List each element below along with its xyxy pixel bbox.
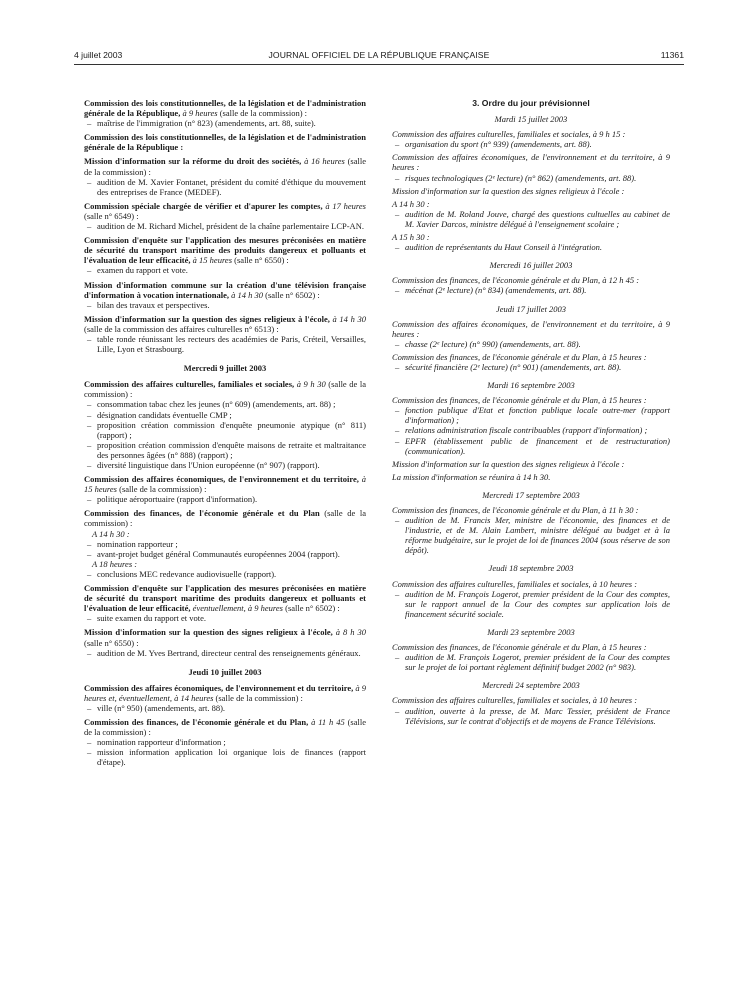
agenda-entry [84,683,366,713]
entry-items [84,648,366,658]
entry-time: à 15 heures [84,474,367,495]
entry-items [84,265,366,275]
day-heading: Mercredi 9 juillet 2003 [183,363,267,374]
entry-title: Commission des finances, de l'économie générale et du Plan, à 15 heures : [392,642,647,653]
left-top-entries [84,98,366,354]
entry-time: à 9 heures [180,108,218,119]
entry-items [84,399,366,470]
day-heading: Mercredi 17 septembre 2003 [482,489,580,500]
entry-items [392,139,670,149]
agenda-item: – table ronde réunissant les recteurs des académies de Paris, Créteil, Versailles, Lille, Lyon et Strasbourg. [84,334,366,354]
day-heading: Jeudi 10 juillet 2003 [188,666,262,677]
page-header [74,50,684,65]
entry-items [392,652,670,672]
entry-time: A 18 heures : [92,558,138,569]
entry-location: (salle de la commission) : [213,692,303,703]
entry-items [392,515,670,555]
header-page-number: 11361 [660,50,684,60]
agenda-item: – avant-projet budget général Communautés européennes 2004 (rapport). [84,549,366,559]
entry-location: (salle n° 6502) : [262,289,320,300]
agenda-item: – audition de M. Yves Bertrand, directeur central des renseignements généraux. [84,648,366,658]
entry-items [392,405,670,455]
entry-time: à 14 h 30 [228,289,263,300]
agenda-entry [392,472,670,482]
entry-location: (salle n° 6502) : [283,603,340,614]
entry-time: à 9 heures et, éventuellement, à 14 heures [84,682,367,703]
entry-title: Mission d'information sur la question des signes religieux à l'école, [84,627,333,638]
entry-time: à 15 heures [190,255,233,266]
agenda-entry [392,352,670,372]
agenda-item: – maîtrise de l'immigration (n° 823) (amendements, art. 88, suite). [84,118,366,128]
day-1-entries [84,379,366,504]
agenda-entry [84,717,366,767]
agenda-entry [392,395,670,456]
entry-items [84,334,366,354]
agenda-item: – suite examen du rapport et vote. [84,613,366,623]
finances-entry [84,508,366,579]
agenda-entry [84,379,366,470]
entry-title: Mission d'information sur la question des signes religieux à l'école : [392,458,625,469]
agenda-item: – proposition création commission d'enquête maisons de retraite et maltraitance des personnes âgées (n° 888) (rapport) ; [84,440,366,460]
entry-title: Commission des finances, de l'économie générale et du Plan, à 11 h 30 : [392,505,639,515]
agenda-item: – audition de M. Roland Jouve, chargé des questions cultuelles au cabinet de M. Xavier Darcos, ministre délégué à l'enseignement scolaire ; [392,209,670,229]
entry-title: Commission d'enquête sur l'application des mesures préconisées en matière de sécurité du transport maritime des produits dangereux et polluants et l'évaluation de leur efficacité, [84,235,366,266]
agenda-entry [392,199,670,229]
agenda-item: – politique aéroportuaire (rapport d'information). [84,494,366,504]
entry-items [84,221,366,231]
entry-items [392,209,670,229]
entry-title: Commission des affaires économiques, de l'environnement et du territoire, [84,682,354,693]
day-heading: Mercredi 16 juillet 2003 [489,260,573,271]
entry-items [84,737,366,767]
entry-title: Commission des affaires culturelles, familiales et sociales, à 9 h 15 : [392,129,626,140]
entry-time: à 17 heures [322,200,366,211]
entry-title: Commission des finances, de l'économie générale et du Plan, à 12 h 45 : [392,275,640,286]
agenda-item: – audition de M. François Logerot, premier président de la Cour des comptes, sur le rapport annuel de la Cour des comptes sur application lois de financement sécurité sociale. [392,589,670,619]
entry-time: à 8 h 30 [332,627,367,638]
entry-time: A 14 h 30 : [92,528,130,539]
agenda-item: – examen du rapport et vote. [84,265,366,275]
agenda-entry [84,156,366,196]
day-heading: Mardi 23 septembre 2003 [487,626,575,637]
agenda-entry [392,186,670,196]
day-heading: Jeudi 18 septembre 2003 [488,563,574,574]
agenda-item: – audition de M. Francis Mer, ministre de l'économie, des finances et de l'industrie, et de M. Alain Lambert, ministre délégué au budget et à la réforme budgétaire, sur le projet de loi de finances 2004 (sous réserve de son dépôt). [392,515,670,555]
entry-title: Commission des affaires économiques, de l'environnement et du territoire, à 9 heures : [392,152,670,173]
entry-location: (salle n° 6550) : [84,637,139,648]
agenda-entry [84,132,366,152]
entry-location: (salle de la commission) : [84,379,367,400]
left-column [84,98,366,772]
entry-items [84,494,366,504]
agenda-days [392,114,670,726]
entry-location: (salle de la commission) : [84,717,366,738]
entry-items [392,339,670,349]
entry-time: à 11 h 45 [308,717,345,728]
agenda-entry [392,642,670,672]
day-2-entries [84,683,366,768]
agenda-entry [84,201,366,231]
agenda-entry [392,579,670,619]
entry-location: (salle de la commission) : [84,156,366,177]
entry-items [84,569,366,579]
agenda-entry [84,280,366,310]
entry-title: Commission spéciale chargée de vérifier et d'apurer les comptes, [84,200,323,211]
entry-title: Commission des affaires culturelles, familiales et sociales, à 10 heures : [392,578,638,589]
agenda-item: – nomination rapporteur d'information ; [84,737,366,747]
entry-title: A 14 h 30 : [392,198,430,209]
agenda-entry [392,275,670,295]
entry-title: Commission des finances, de l'économie générale et du Plan [84,508,320,519]
agenda-item: – audition de M. Richard Michel, président de la chaîne parlementaire LCP-AN. [84,221,366,231]
agenda-item: – sécurité financière (2ᵉ lecture) (n° 901) (amendements, art. 88). [392,362,670,372]
header-date: 4 juillet 2003 [74,50,123,60]
entry-title: Mission d'information sur la question des signes religieux à l'école : [392,185,625,196]
day-heading: Jeudi 17 juillet 2003 [495,303,567,314]
agenda-item: – risques technologiques (2ᵉ lecture) (n° 862) (amendements, art. 88). [392,173,670,183]
agenda-item: – bilan des travaux et perspectives. [84,300,366,310]
agenda-item: – chasse (2ᵉ lecture) (n° 990) (amendements, art. 88). [392,339,670,349]
entry-location: (salle de la commission) : [116,484,207,495]
agenda-item: – audition de M. François Logerot, premier président de la Cour des comptes sur le projet de loi portant règlement définitif budget 2002 (n° 983). [392,652,670,672]
agenda-entry [392,505,670,555]
entry-title: Commission des lois constitutionnelles, de la législation et de l'administration générale de la République, [84,98,366,119]
entry-items [84,613,366,623]
agenda-item: – diversité linguistique dans l'Union européenne (n° 907) (rapport). [84,460,366,470]
agenda-entry [392,319,670,349]
entry-title: Commission des finances, de l'économie générale et du Plan, à 15 heures : [392,351,647,362]
agenda-item: – audition, ouverte à la presse, de M. Marc Tessier, président de France Télévisions, sur le contrat d'objectifs et de moyens de France Télévisions. [392,706,670,726]
entry-items [392,173,670,183]
entry-title: Commission des affaires économiques, de l'environnement et du territoire, [84,474,359,485]
entry-items [392,706,670,726]
entry-time: à 9 h 30 [294,379,326,390]
entry-time: à 14 h 30 [329,313,366,324]
entry-items [392,242,670,252]
agenda-item: – nomination rapporteur ; [84,539,366,549]
entry-items [392,285,670,295]
entry-time: éventuellement, à 9 heures [190,603,283,614]
agenda-item: – audition de représentants du Haut Conseil à l'intégration. [392,242,670,252]
agenda-item: – proposition création commission d'enquête pneumonie atypique (n° 811) (rapport) ; [84,420,366,440]
agenda-entry [84,235,366,275]
agenda-entry [392,232,670,252]
entry-items [84,177,366,197]
agenda-item: – EPFR (établissement public de financement et de restructuration) (communication). [392,436,670,456]
agenda-entry [392,152,670,182]
header-title: JOURNAL OFFICIEL DE LA RÉPUBLIQUE FRANÇAISE [268,50,490,60]
entry-items [84,300,366,310]
agenda-entry [84,583,366,623]
agenda-entry [84,627,366,657]
section-title: 3. Ordre du jour prévisionnel [472,98,590,108]
entry-items [392,589,670,619]
agenda-entry [84,314,366,354]
entry-title: Commission des finances, de l'économie générale et du Plan, à 15 heures : [392,395,647,406]
day-1-entries-after [84,583,366,658]
entry-items [392,362,670,372]
entry-items [84,539,366,559]
entry-location: (salle de la commission des affaires culturelles n° 6513) : [84,323,279,334]
entry-title: Mission d'information sur la réforme du droit des sociétés, [84,156,302,167]
entry-title: Commission des affaires culturelles, familiales et sociales, à 10 heures : [392,695,638,706]
entry-title: Commission des finances, de l'économie générale et du Plan, [84,717,309,728]
agenda-item: – désignation candidats éventuelle CMP ; [84,410,366,420]
entry-title: Commission des affaires culturelles, familiales et sociales, [84,379,295,390]
agenda-entry [392,695,670,725]
entry-title: Mission d'information sur la question des signes religieux à l'école, [84,313,330,324]
agenda-item: – audition de M. Xavier Fontanet, président du comité d'éthique du mouvement des entreprises de France (MEDEF). [84,177,366,197]
agenda-item: – mission information application loi organique lois de finances (rapport d'étape). [84,747,366,767]
entry-title: Commission des affaires économiques, de l'environnement et du territoire, à 9 heures : [392,318,670,339]
entry-items [84,703,366,713]
agenda-entry [392,459,670,469]
entry-title: Commission d'enquête sur l'application des mesures préconisées en matière de sécurité du transport maritime des produits dangereux et polluants et l'évaluation de leur efficacité, [84,583,366,614]
day-heading: Mardi 16 septembre 2003 [487,380,575,391]
entry-title: A 15 h 30 : [392,232,430,243]
entry-time: à 16 heures [301,156,345,167]
entry-title: La mission d'information se réunira à 14 h 30. [392,471,551,482]
agenda-entry [84,474,366,504]
entry-items [84,118,366,128]
agenda-item: – conclusions MEC redevance audiovisuelle (rapport). [84,569,366,579]
agenda-entry [84,98,366,128]
agenda-item: – organisation du sport (n° 939) (amendements, art. 88). [392,139,670,149]
right-column [392,98,670,729]
agenda-item: – consommation tabac chez les jeunes (n° 609) (amendements, art. 88) ; [84,399,366,409]
agenda-item: – ville (n° 950) (amendements, art. 88). [84,703,366,713]
entry-location: (salle de la commission) : [217,108,308,119]
agenda-item: – relations administration fiscale contribuables (rapport d'information) ; [392,425,670,435]
day-heading: Mardi 15 juillet 2003 [494,114,568,125]
agenda-entry [392,129,670,149]
agenda-item: – fonction publique d'Etat et fonction publique locale outre-mer (rapport d'information) ; [392,405,670,425]
entry-location: (salle n° 6550) : [232,255,289,266]
agenda-item: – mécénat (2ᵉ lecture) (n° 834) (amendements, art. 88). [392,285,670,295]
entry-title: Commission des lois constitutionnelles, de la législation et de l'administration générale de la République : [84,132,366,153]
entry-location: (salle n° 6549) : [84,210,139,221]
entry-title: Mission d'information commune sur la création d'une télévision française d'information à vocation internationale, [84,279,366,300]
day-heading: Mercredi 24 septembre 2003 [482,680,580,691]
entry-location: (salle de la commission) : [84,508,366,529]
